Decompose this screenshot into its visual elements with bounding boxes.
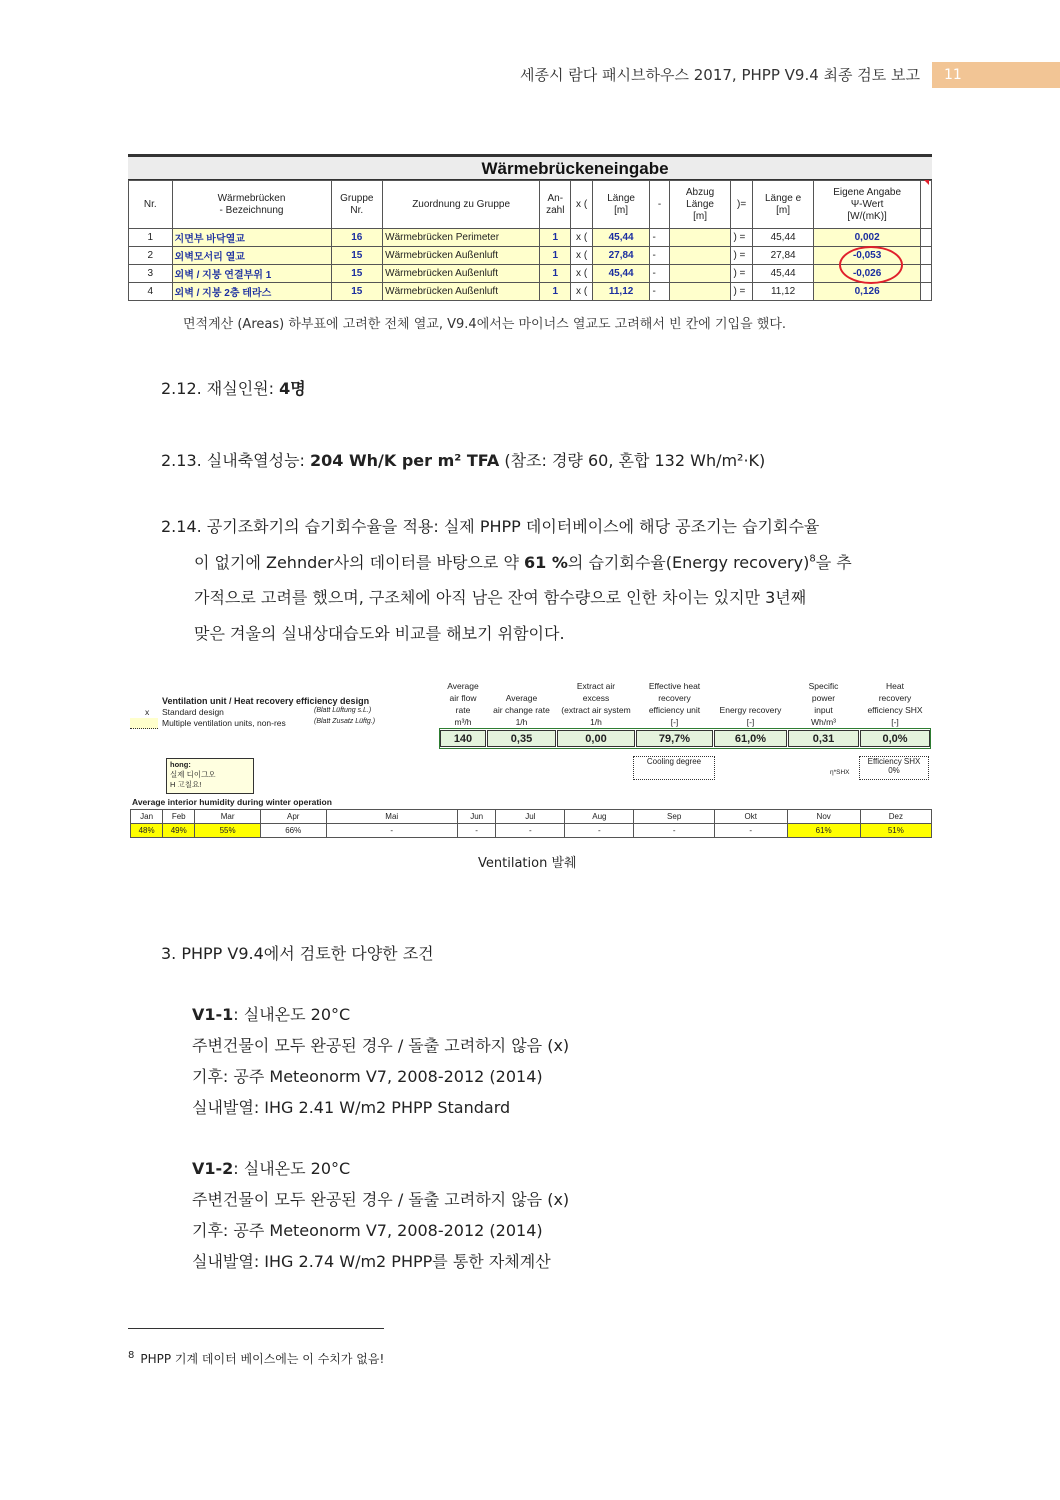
v11-label: V1-1 xyxy=(192,1005,234,1024)
humidity-cell[interactable]: 48% xyxy=(131,824,163,838)
cell-x[interactable]: x ( xyxy=(571,229,592,247)
cell-x[interactable]: x ( xyxy=(571,247,592,265)
humidity-table xyxy=(130,809,932,838)
header-eigene xyxy=(814,181,920,229)
ventilation-header-h2: Average xyxy=(505,693,538,703)
month-row xyxy=(131,810,932,824)
header-laenge-e xyxy=(752,181,814,229)
footnote-divider xyxy=(128,1328,384,1329)
humidity-cell[interactable]: 61% xyxy=(787,824,860,838)
humidity-cell[interactable]: - xyxy=(496,824,565,838)
humidity-cell[interactable]: - xyxy=(634,824,714,838)
header-abzug-line3: [m] xyxy=(693,210,708,222)
header-zuordnung: Zuordnung zu Gruppe xyxy=(383,181,540,229)
header-gruppe-line1: Gruppe xyxy=(340,192,374,204)
footnote-number: 8 xyxy=(128,1350,135,1361)
cell-psi[interactable]: 0,002 xyxy=(814,229,920,247)
section-2-14-line1: 2.14. 공기조화기의 습기회수율을 적용: 실제 PHPP 데이터베이스에 해당 공조기는 습기회수율 xyxy=(161,517,820,536)
header-minus: - xyxy=(650,181,669,229)
cell-empty[interactable] xyxy=(920,229,931,247)
section-2-13-rest: (참조: 경량 60, 혼합 132 Wh/m²·K) xyxy=(499,451,766,470)
option2-checkbox[interactable] xyxy=(130,718,158,729)
ventilation-panel xyxy=(130,680,932,840)
cell-gruppe[interactable]: 15 xyxy=(331,247,383,265)
header-abzug-line2: Länge xyxy=(686,198,714,210)
option1-ref: (Blatt Lüftung s.L.) xyxy=(314,707,372,714)
month-cell: Apr xyxy=(260,810,326,824)
month-cell: Okt xyxy=(714,810,787,824)
section-2-13-value: 204 Wh/K per m² TFA xyxy=(310,451,500,470)
v12-line3: 기후: 공주 Meteonorm V7, 2008-2012 (2014) xyxy=(192,1221,543,1240)
month-cell: Sep xyxy=(634,810,714,824)
eta-label: η*SHX xyxy=(830,769,850,776)
ventilation-value[interactable]: 61,0% xyxy=(714,730,787,747)
thermal-bridge-title: Wärmebrückeneingabe xyxy=(128,154,932,180)
ventilation-header-unit: [-] xyxy=(891,717,899,727)
month-cell: Feb xyxy=(163,810,195,824)
cell-anzahl[interactable]: 1 xyxy=(540,265,571,283)
month-cell: Jun xyxy=(457,810,495,824)
footnote-text: PHPP 기계 데이터 베이스에는 이 수치가 없음! xyxy=(140,1352,385,1366)
month-cell: Nov xyxy=(787,810,860,824)
v11-line2: 주변건물이 모두 완공된 경우 / 돌출 고려하지 않음 (x) xyxy=(192,1036,570,1055)
cell-laenge[interactable]: 45,44 xyxy=(592,229,650,247)
option1-label: Standard design xyxy=(162,707,224,717)
cell-minus[interactable]: - xyxy=(650,229,669,247)
efficiency-shx-value: 0% xyxy=(888,766,900,775)
ventilation-header-unit: [-] xyxy=(670,717,679,727)
ventilation-header-h1: Heat xyxy=(886,681,904,691)
header-eigene-line1: Eigene Angabe xyxy=(833,186,902,198)
ventilation-header-h3: (extract air system xyxy=(561,705,631,715)
header-eigene-line3: [W/(mK)] xyxy=(847,210,887,222)
header-x: x ( xyxy=(571,181,592,229)
humidity-title: Average interior humidity during winter operation xyxy=(132,797,332,807)
ventilation-values-frame xyxy=(439,728,931,749)
header-laenge-line1: Länge xyxy=(607,192,635,204)
comment-note xyxy=(166,758,254,794)
cell-zuordnung[interactable]: Wärmebrücken Außenluft xyxy=(383,283,540,301)
cell-eq[interactable]: ) = xyxy=(731,247,752,265)
cell-nr[interactable]: 1 xyxy=(129,229,173,247)
option2-label: Multiple ventilation units, non-res xyxy=(162,718,286,728)
cell-anzahl[interactable]: 1 xyxy=(540,247,571,265)
ventilation-column-header xyxy=(557,680,635,728)
table-row xyxy=(129,247,932,265)
section-2-14-line2a: 이 없기에 Zehnder사의 데이터를 바탕으로 약 xyxy=(194,553,525,572)
cell-name[interactable]: 외벽모서리 열교 xyxy=(172,247,331,265)
page-header-title: 세종시 람다 패시브하우스 2017, PHPP V9.4 최종 검토 보고 xyxy=(520,66,920,84)
cell-empty[interactable] xyxy=(920,283,931,301)
ventilation-header-h1: Extract air xyxy=(576,681,616,691)
cell-nr[interactable]: 4 xyxy=(129,283,173,301)
cell-name[interactable]: 외벽 / 지붕 연결부위 1 xyxy=(172,265,331,283)
cell-anzahl[interactable]: 1 xyxy=(540,229,571,247)
cell-laenge[interactable]: 27,84 xyxy=(592,247,650,265)
header-anzahl-line1: An- xyxy=(547,192,564,204)
v12-line1 xyxy=(192,1156,350,1179)
cell-eq[interactable]: ) = xyxy=(731,229,752,247)
table-header-row xyxy=(129,181,932,229)
ventilation-column-header xyxy=(487,680,556,728)
cell-nr[interactable]: 3 xyxy=(129,265,173,283)
header-name xyxy=(172,181,331,229)
ventilation-header-unit: m³/h xyxy=(454,717,472,727)
ventilation-header-h1: Average xyxy=(447,681,479,691)
ventilation-caption: Ventilation 발췌 xyxy=(478,856,577,871)
section-3-heading: 3. PHPP V9.4에서 검토한 다양한 조건 xyxy=(161,944,434,963)
ventilation-header-unit: [-] xyxy=(746,717,755,727)
ventilation-header-unit: 1/h xyxy=(590,717,602,727)
thermal-bridge-table xyxy=(128,154,932,300)
ventilation-value[interactable]: 79,7% xyxy=(636,730,713,747)
header-spacer xyxy=(920,181,931,229)
cell-gruppe[interactable]: 15 xyxy=(331,265,383,283)
ventilation-header-h1: Specific xyxy=(808,681,839,691)
cooling-degree-label: Cooling degree xyxy=(646,757,702,766)
month-cell: Mar xyxy=(195,810,261,824)
efficiency-shx-box xyxy=(859,756,929,780)
v11-temp: : 실내온도 20°C xyxy=(233,1005,351,1024)
cell-eq[interactable]: ) = xyxy=(731,265,752,283)
humidity-cell[interactable]: 51% xyxy=(860,824,931,838)
cell-x[interactable]: x ( xyxy=(571,265,592,283)
comment-marker-icon xyxy=(924,180,929,185)
ventilation-value[interactable]: 0,35 xyxy=(487,730,556,747)
month-cell: Dez xyxy=(860,810,931,824)
ventilation-column-header xyxy=(860,680,930,728)
ventilation-column-header xyxy=(636,680,713,728)
v12-line4: 실내발열: IHG 2.74 W/m2 PHPP를 통한 자체계산 xyxy=(192,1252,551,1271)
ventilation-header-unit: 1/h xyxy=(515,717,528,727)
cell-empty[interactable] xyxy=(669,247,731,265)
ventilation-column-header xyxy=(788,680,859,728)
humidity-cell[interactable]: 55% xyxy=(195,824,261,838)
header-name-line1: Wärmebrücken xyxy=(217,192,286,204)
ventilation-header-h1 xyxy=(714,680,787,692)
header-anzahl xyxy=(540,181,571,229)
ventilation-column-header xyxy=(714,680,787,728)
v12-label: V1-2 xyxy=(192,1159,234,1178)
table-row xyxy=(129,229,932,247)
cell-empty[interactable] xyxy=(920,247,931,265)
humidity-cell[interactable]: - xyxy=(565,824,634,838)
cell-gruppe[interactable]: 16 xyxy=(331,229,383,247)
v11-line4: 실내발열: IHG 2.41 W/m2 PHPP Standard xyxy=(192,1098,511,1117)
ventilation-header-h3: input xyxy=(814,705,833,715)
ventilation-header-h1 xyxy=(487,680,556,692)
cell-empty[interactable] xyxy=(920,265,931,283)
footnote xyxy=(128,1350,384,1367)
ventilation-header-h1: Effective heat xyxy=(648,681,701,691)
table-caption: 면적계산 (Areas) 하부표에 고려한 전체 열교, V9.4에서는 마이너스 열교도 고려해서 빈 칸에 기입을 했다. xyxy=(183,317,787,332)
month-cell: Aug xyxy=(565,810,634,824)
section-2-14-line3: 가적으로 고려를 했으며, 구조체에 아직 남은 잔여 함수량으로 인한 차이는 있지만 3년째 xyxy=(194,588,807,607)
cooling-degree-box xyxy=(633,756,715,780)
ventilation-value[interactable]: 0,31 xyxy=(788,730,859,747)
ventilation-title: Ventilation unit / Heat recovery efficiency design xyxy=(162,696,370,706)
cell-laenge_e[interactable]: 45,44 xyxy=(752,229,814,247)
efficiency-shx-label: Efficiency SHX xyxy=(867,757,921,766)
header-gruppe xyxy=(331,181,383,229)
section-2-12 xyxy=(161,376,306,399)
cell-empty[interactable] xyxy=(669,283,731,301)
section-2-13 xyxy=(161,448,765,471)
cell-anzahl[interactable]: 1 xyxy=(540,283,571,301)
ventilation-column-header xyxy=(440,680,486,728)
cell-zuordnung[interactable]: Wärmebrücken Außenluft xyxy=(383,247,540,265)
cell-minus[interactable]: - xyxy=(650,265,669,283)
section-2-12-value: 4명 xyxy=(279,379,306,398)
cell-zuordnung[interactable]: Wärmebrücken Perimeter xyxy=(383,229,540,247)
section-2-13-label: 2.13. 실내축열성능: xyxy=(161,451,311,470)
v11-line3: 기후: 공주 Meteonorm V7, 2008-2012 (2014) xyxy=(192,1067,543,1086)
humidity-row xyxy=(131,824,932,838)
cell-gruppe[interactable]: 15 xyxy=(331,283,383,301)
month-cell: Jan xyxy=(131,810,163,824)
table-row xyxy=(129,265,932,283)
ventilation-header-h2: recovery xyxy=(878,693,912,703)
header-abzug-line1: Abzug xyxy=(685,186,715,198)
ventilation-header-h2: recovery xyxy=(658,693,691,703)
humidity-cell[interactable]: 66% xyxy=(260,824,326,838)
header-eigene-line2: Ψ-Wert xyxy=(850,198,884,210)
month-cell: Jul xyxy=(496,810,565,824)
ventilation-value[interactable]: 0,00 xyxy=(557,730,635,747)
highlight-circle xyxy=(839,246,903,284)
humidity-cell[interactable]: - xyxy=(457,824,495,838)
v12-temp: : 실내온도 20°C xyxy=(233,1159,351,1178)
section-2-14-value: 61 % xyxy=(524,553,568,572)
cell-nr[interactable]: 2 xyxy=(129,247,173,265)
cell-name[interactable]: 외벽 / 지붕 2층 테라스 xyxy=(172,283,331,301)
footnote-ref: 8 xyxy=(809,553,816,565)
option1-mark[interactable]: x xyxy=(145,707,150,717)
ventilation-header-h2 xyxy=(714,692,787,704)
header-nr: Nr. xyxy=(129,181,173,229)
cell-laenge[interactable]: 45,44 xyxy=(592,265,650,283)
thermal-bridge-grid xyxy=(128,180,932,301)
ventilation-header-h3: air change rate xyxy=(493,705,550,715)
cell-laenge_e[interactable]: 27,84 xyxy=(752,247,814,265)
cell-zuordnung[interactable]: Wärmebrücken Außenluft xyxy=(383,265,540,283)
cell-minus[interactable]: - xyxy=(650,247,669,265)
section-2-14-line2d: 을 추 xyxy=(815,553,852,572)
ventilation-header-h2: air flow xyxy=(449,693,477,703)
header-anzahl-line2: zahl xyxy=(546,204,565,216)
section-2-12-label: 2.12. 재실인원: xyxy=(161,379,280,398)
header-abzug xyxy=(669,181,731,229)
header-laenge-line2: [m] xyxy=(614,204,629,216)
cell-laenge[interactable]: 11,12 xyxy=(592,283,650,301)
month-cell: Mai xyxy=(326,810,457,824)
header-laenge xyxy=(592,181,650,229)
ventilation-value[interactable]: 140 xyxy=(440,730,486,747)
cell-minus[interactable]: - xyxy=(650,283,669,301)
ventilation-value[interactable]: 0,0% xyxy=(860,730,930,747)
ventilation-header-h3: Energy recovery xyxy=(719,705,782,715)
cell-laenge_e[interactable]: 11,12 xyxy=(752,283,814,301)
ventilation-header-h3: rate xyxy=(455,705,471,715)
ventilation-header-h3: efficiency SHX xyxy=(867,705,923,715)
table-row xyxy=(129,283,932,301)
humidity-cell[interactable]: - xyxy=(714,824,787,838)
v12-line2: 주변건물이 모두 완공된 경우 / 돌출 고려하지 않음 (x) xyxy=(192,1190,570,1209)
ventilation-header-h3: efficiency unit xyxy=(648,705,701,715)
header-name-line2: - Bezeichnung xyxy=(219,204,284,216)
cell-x[interactable]: x ( xyxy=(571,283,592,301)
option2-ref: (Blatt Zusatz Lüftg.) xyxy=(314,718,376,725)
section-2-14-line2 xyxy=(194,550,852,573)
header-laenge-e-line2: [m] xyxy=(776,204,791,216)
cell-laenge_e[interactable]: 45,44 xyxy=(752,265,814,283)
cell-psi[interactable]: 0,126 xyxy=(814,283,920,301)
humidity-cell[interactable]: - xyxy=(326,824,457,838)
cell-psi[interactable]: -0,053 xyxy=(814,247,920,265)
humidity-cell[interactable]: 49% xyxy=(163,824,195,838)
header-laenge-e-line1: Länge e xyxy=(765,192,802,204)
ventilation-header-h2: excess xyxy=(582,693,610,703)
ventilation-header-h2: power xyxy=(811,693,836,703)
header-gruppe-line2: Nr. xyxy=(350,204,364,216)
cell-psi[interactable]: -0,026 xyxy=(814,265,920,283)
v11-line1 xyxy=(192,1002,350,1025)
section-2-14-line4: 맞은 겨울의 실내상대습도와 비교를 해보기 위함이다. xyxy=(194,624,565,643)
note-author: hong: xyxy=(170,760,191,769)
cell-empty[interactable] xyxy=(669,265,731,283)
ventilation-header-unit: Wh/m³ xyxy=(810,717,837,727)
note-line1: 실제 디이그오 xyxy=(170,770,216,779)
page-number: 11 xyxy=(932,62,1060,88)
header-eq: )= xyxy=(731,181,752,229)
cell-eq[interactable]: ) = xyxy=(731,283,752,301)
cell-empty[interactable] xyxy=(669,229,731,247)
section-2-14-line2c: 의 습기회수율(Energy recovery) xyxy=(567,553,810,572)
note-line2: H 고칠요! xyxy=(170,780,202,789)
cell-name[interactable]: 지면부 바닥열교 xyxy=(172,229,331,247)
